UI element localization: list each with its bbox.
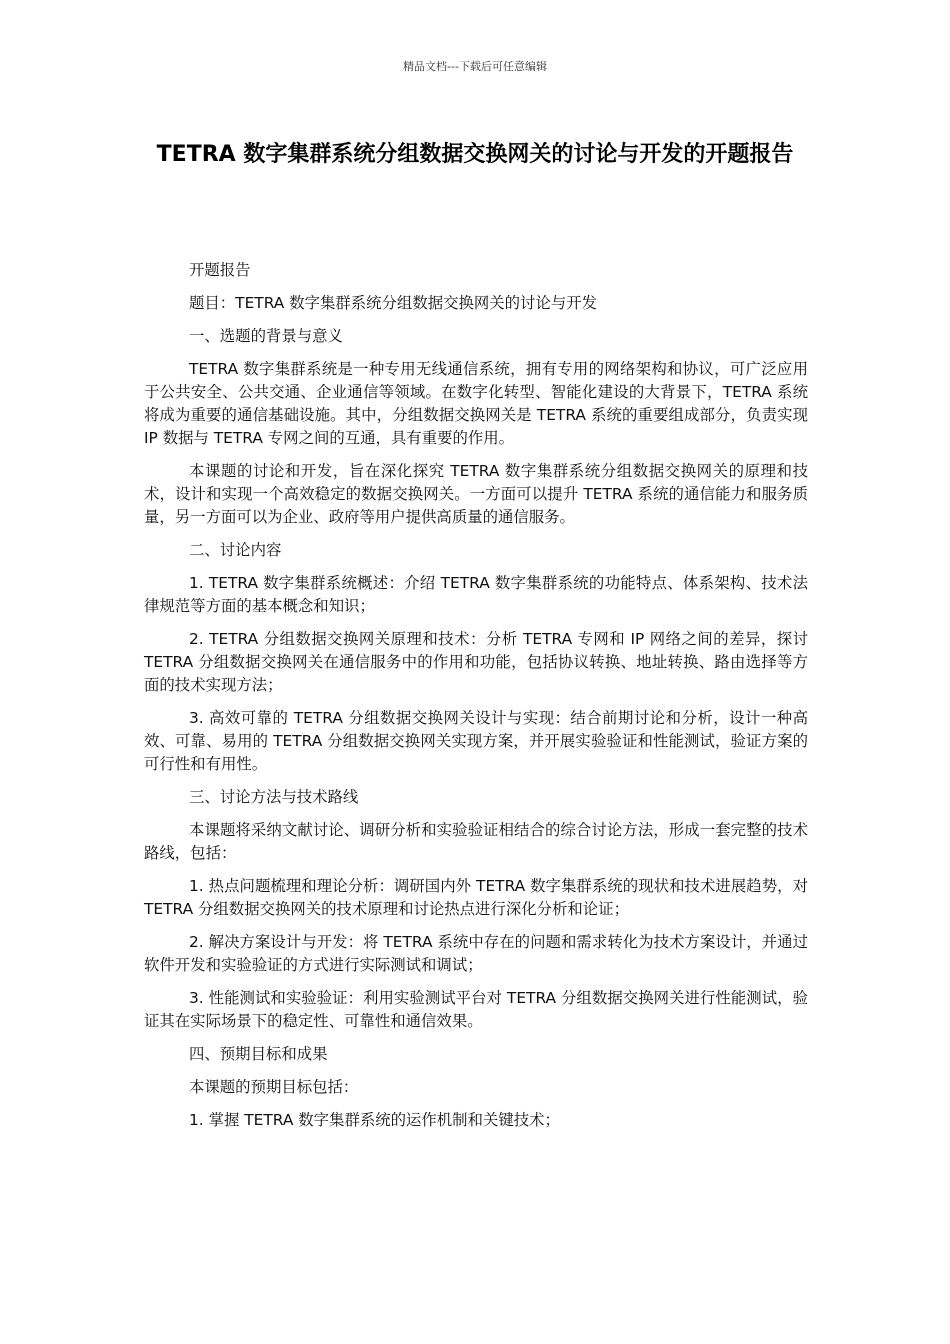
list-item: 2. 解决方案设计与开发：将 TETRA 系统中存在的问题和需求转化为技术方案设计，并通过软件开发和实验验证的方式进行实际测试和调试； <box>144 933 808 974</box>
list-item: 2. TETRA 分组数据交换网关原理和技术：分析 TETRA 专网和 IP 网络之间的差异，探讨 TETRA 分组数据交换网关在通信服务中的作用和功能，包括协议转换、地址转换、路由选择等方面的技术实现方法； <box>144 630 808 694</box>
paragraph: 本课题的讨论和开发，旨在深化探究 TETRA 数字集群系统分组数据交换网关的原理和技术，设计和实现一个高效稳定的数据交换网关。一方面可以提升 TETRA 系统的通信能力和服务质量，另一方面可以为企业、政府等用户提供高质量的通信服务。 <box>144 462 808 526</box>
paragraph: 本课题将采纳文献讨论、调研分析和实验验证相结合的综合讨论方法，形成一套完整的技术路线，包括： <box>144 821 808 862</box>
list-item: 1. TETRA 数字集群系统概述：介绍 TETRA 数字集群系统的功能特点、体系架构、技术法律规范等方面的基本概念和知识； <box>144 574 808 615</box>
section-heading-3: 三、讨论方法与技术路线 <box>189 788 359 806</box>
document-body <box>144 259 808 1142</box>
paragraph: TETRA 数字集群系统是一种专用无线通信系统，拥有专用的网络架构和协议，可广泛应用于公共安全、公共交通、企业通信等领域。在数字化转型、智能化建设的大背景下，TETRA 系统将成为重要的通信基础设施。其中，分组数据交换网关是 TETRA 系统的重要组成部分，负责实现 IP 数据与 TETRA 专网之间的互通，具有重要的作用。 <box>144 360 808 447</box>
paragraph: 本课题的预期目标包括： <box>189 1078 359 1096</box>
section-heading-1: 一、选题的背景与意义 <box>189 327 343 345</box>
header-note: 精品文档---下载后可任意编辑 <box>403 60 547 73</box>
list-item: 1. 掌握 TETRA 数字集群系统的运作机制和关键技术； <box>189 1111 560 1129</box>
section-heading-2: 二、讨论内容 <box>189 541 282 559</box>
list-item: 1. 热点问题梳理和理论分析：调研国内外 TETRA 数字集群系统的现状和技术进展趋势，对 TETRA 分组数据交换网关的技术原理和讨论热点进行深化分析和论证； <box>144 877 808 918</box>
paragraph-report-label: 开题报告 <box>189 261 251 279</box>
section-heading-4: 四、预期目标和成果 <box>189 1045 328 1063</box>
list-item: 3. 高效可靠的 TETRA 分组数据交换网关设计与实现：结合前期讨论和分析，设计一种高效、可靠、易用的 TETRA 分组数据交换网关实现方案，并开展实验验证和性能测试，验证方案的可行性和有用性。 <box>144 709 808 773</box>
paragraph-topic: 题目：TETRA 数字集群系统分组数据交换网关的讨论与开发 <box>189 294 598 312</box>
document-title: TETRA 数字集群系统分组数据交换网关的讨论与开发的开题报告 <box>156 142 794 167</box>
list-item: 3. 性能测试和实验验证：利用实验测试平台对 TETRA 分组数据交换网关进行性能测试，验证其在实际场景下的稳定性、可靠性和通信效果。 <box>144 989 808 1030</box>
